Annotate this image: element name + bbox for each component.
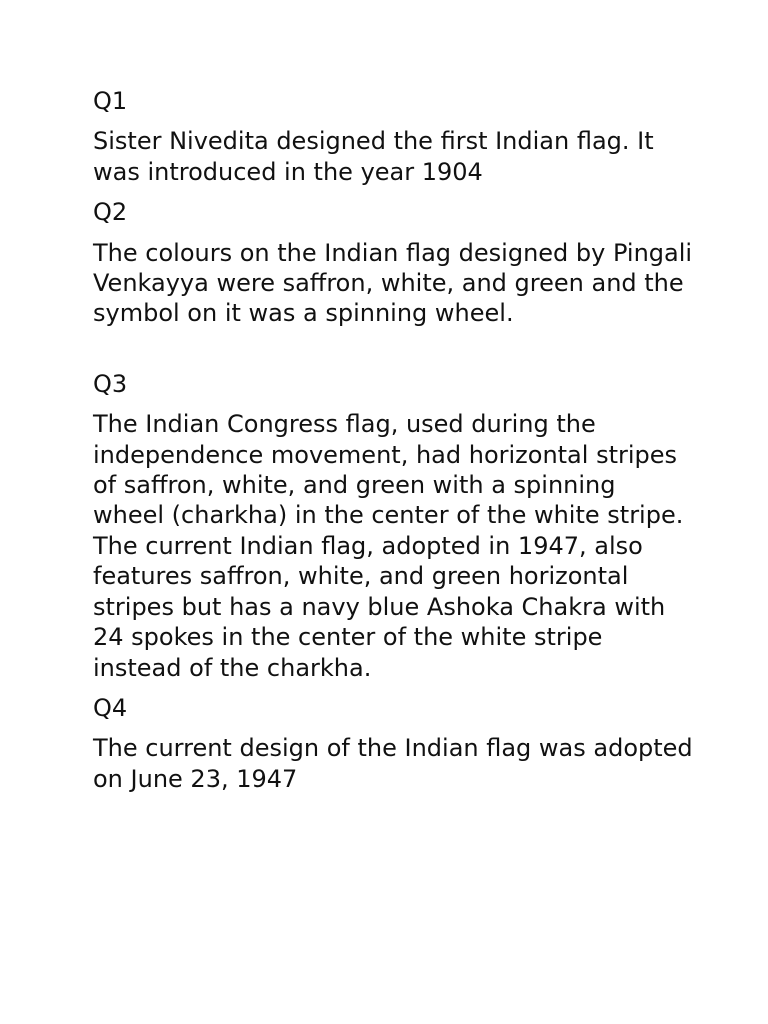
answer-q4: The current design of the Indian flag was adopted on June 23, 1947 <box>93 734 693 793</box>
answer-q1: Sister Nivedita designed the first Indian flag. It was introduced in the year 1904 <box>93 127 654 186</box>
question-label-q4: Q4 <box>93 693 128 722</box>
answer-q2: The colours on the Indian flag designed by Pingali Venkayya were saffron, white, and green and the symbol on it was a spinning wheel. <box>93 238 693 328</box>
question-label-q2: Q2 <box>93 198 128 227</box>
answer-q3: The Indian Congress flag, used during the independence movement, had horizontal stripes of saffron, white, and green with a spinning wheel (charkha) in the center of the white stripe. The current Indian flag, adopted in 1947, also features saffron, white, and green horizontal stripes but has a navy blue Ashoka Chakra with 24 spokes in the center of the white stripe instead of the charkha. <box>93 410 684 682</box>
question-label-q1: Q1 <box>93 87 128 115</box>
question-label-q3: Q3 <box>93 369 128 398</box>
document-page <box>93 86 693 804</box>
